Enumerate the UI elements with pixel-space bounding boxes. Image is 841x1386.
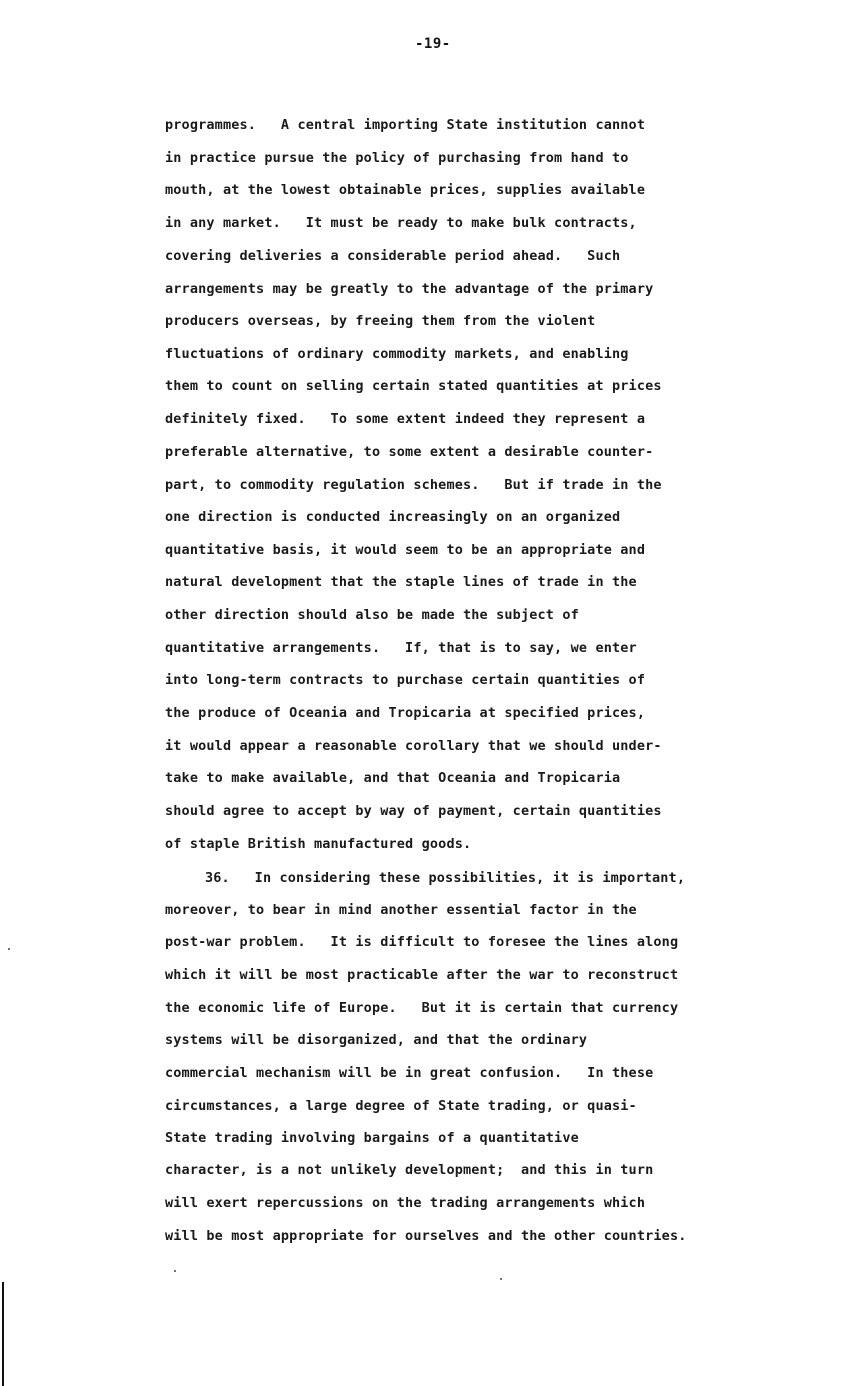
text-line: preferable alternative, to some extent a desirable counter- [165,444,654,460]
scan-speck [174,1270,176,1272]
page-number: -19- [415,36,451,52]
text-line: should agree to accept by way of payment, certain quantities [165,803,662,819]
text-line: will exert repercussions on the trading arrangements which [165,1195,646,1211]
text-line: the produce of Oceania and Tropicaria at specified prices, [165,705,646,721]
text-line: the economic life of Europe. But it is certain that currency [165,1000,679,1016]
scan-edge-mark [2,1282,4,1386]
text-line: moreover, to bear in mind another essential factor in the [165,902,637,918]
text-line: quantitative basis, it would seem to be an appropriate and [165,542,646,558]
text-line: arrangements may be greatly to the advantage of the primary [165,281,654,297]
text-line: programmes. A central importing State institution cannot [165,117,646,133]
text-line: post-war problem. It is difficult to foresee the lines along [165,934,679,950]
text-line: which it will be most practicable after the war to reconstruct [165,967,679,983]
text-line: State trading involving bargains of a quantitative [165,1130,579,1146]
text-line: take to make available, and that Oceania and Tropicaria [165,770,621,786]
text-line: fluctuations of ordinary commodity markets, and enabling [165,346,629,362]
text-line: one direction is conducted increasingly on an organized [165,509,621,525]
scan-speck [500,1278,502,1280]
text-line: in practice pursue the policy of purchasing from hand to [165,150,629,166]
text-line: will be most appropriate for ourselves and the other countries. [165,1228,687,1244]
text-line: into long-term contracts to purchase certain quantities of [165,672,646,688]
text-line: natural development that the staple lines of trade in the [165,574,637,590]
text-line: it would appear a reasonable corollary that we should under- [165,738,662,754]
text-line: in any market. It must be ready to make bulk contracts, [165,215,637,231]
text-line: circumstances, a large degree of State trading, or quasi- [165,1098,637,1114]
text-line: mouth, at the lowest obtainable prices, supplies available [165,182,646,198]
text-line: quantitative arrangements. If, that is to say, we enter [165,640,637,656]
paragraph-36-first-line: 36. In considering these possibilities, it is important, [205,870,686,886]
text-line: producers overseas, by freeing them from the violent [165,313,596,329]
text-line: character, is a not unlikely development; and this in turn [165,1162,654,1178]
text-line: commercial mechanism will be in great confusion. In these [165,1065,654,1081]
text-line: covering deliveries a considerable period ahead. Such [165,248,621,264]
text-line: other direction should also be made the subject of [165,607,579,623]
text-line: systems will be disorganized, and that the ordinary [165,1032,588,1048]
text-line: them to count on selling certain stated quantities at prices [165,378,662,394]
text-line: definitely fixed. To some extent indeed they represent a [165,411,646,427]
text-line: part, to commodity regulation schemes. But if trade in the [165,477,662,493]
text-line: of staple British manufactured goods. [165,836,472,852]
scan-speck [8,948,10,950]
